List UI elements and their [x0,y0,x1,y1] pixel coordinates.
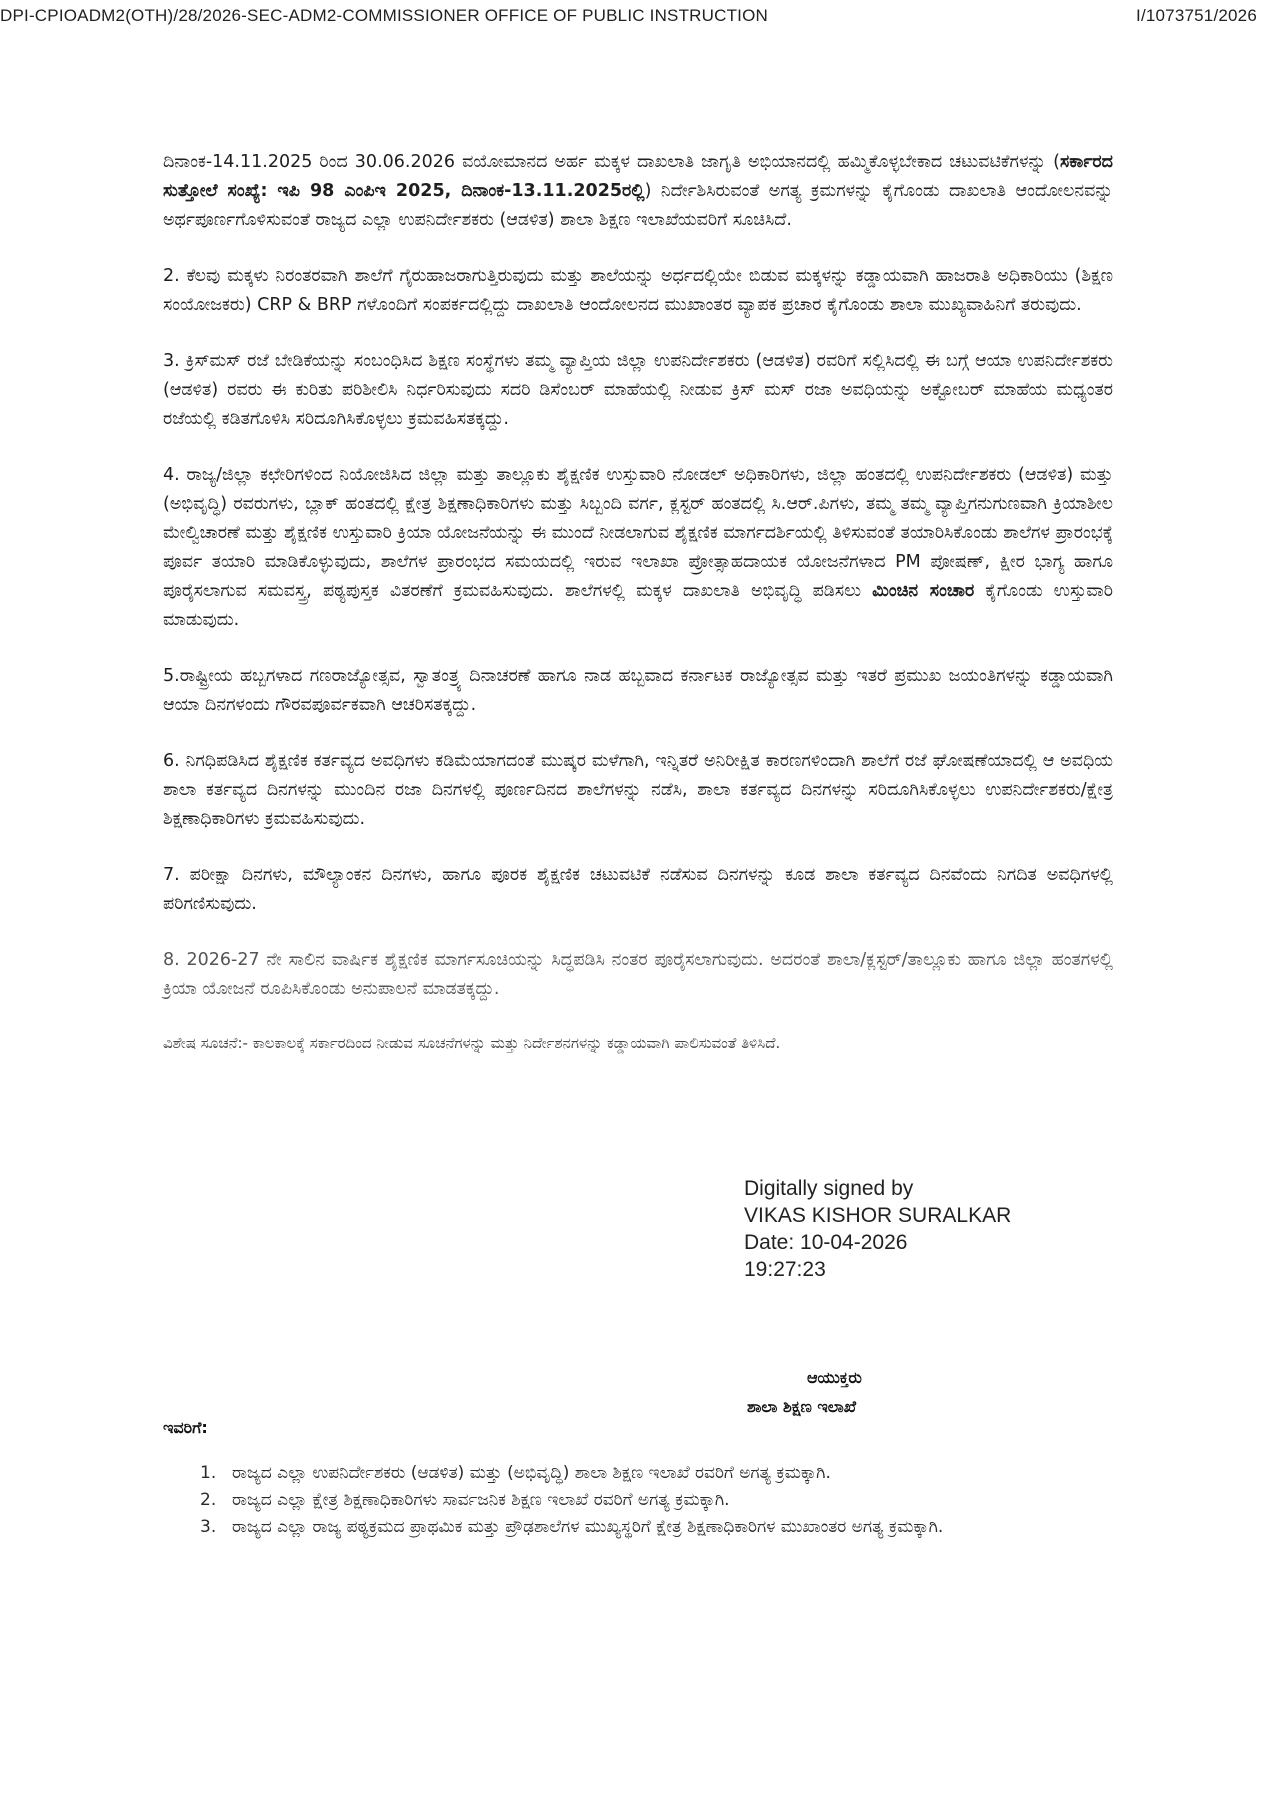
recipients-label: ಇವರಿಗೆ: [163,1418,208,1437]
list-item [200,1514,1080,1541]
signature-line-1: Digitally signed by [744,1177,914,1200]
paragraph-4-text-a: 4. ರಾಜ್ಯ/ಜಿಲ್ಲಾ ಕಛೇರಿಗಳಿಂದ ನಿಯೋಜಿಸಿದ ಜಿಲ್ಲಾ ಮತ್ತು ತಾಲ್ಲೂಕು ಶೈಕ್ಷಣಿಕ ಉಸ್ತುವಾರಿ ನೋಡಲ್ ಅಧಿಕಾರಿಗಳು, ಜಿಲ್ಲಾ ಹಂತದಲ್ಲಿ ಉಪನಿರ್ದೇಶಕರು (ಆಡಳಿತ) ಮತ್ತು (ಅಭಿವೃದ್ಧಿ) ರವರುಗಳು, ಬ್ಲಾಕ್ ಹಂತದಲ್ಲಿ ಕ್ಷೇತ್ರ ಶಿಕ್ಷಣಾಧಿಕಾರಿಗಳು ಮತ್ತು ಸಿಬ್ಬಂದಿ ವರ್ಗ, ಕ್ಲಸ್ಟರ್ ಹಂತದಲ್ಲಿ ಸಿ.ಆರ್.ಪಿಗಳು, ತಮ್ಮ ತಮ್ಮ ವ್ಯಾಪ್ತಿಗನುಗುಣವಾಗಿ ಕ್ರಿಯಾಶೀಲ ಮೇಲ್ವಿಚಾರಣೆ ಮತ್ತು ಶೈಕ್ಷಣಿಕ ಉಸ್ತುವಾರಿ ಕ್ರಿಯಾ ಯೋಜನೆಯನ್ನು ಈ ಮುಂದೆ ನೀಡಲಾಗುವ ಶೈಕ್ಷಣಿಕ ಮಾರ್ಗದರ್ಶಿಯಲ್ಲಿ ತಿಳಿಸುವಂತೆ ತಯಾರಿಸಿಕೊಂಡು ಶಾಲೆಗಳ ಪ್ರಾರಂಭಕ್ಕೆ ಪೂರ್ವ ತಯಾರಿ ಮಾಡಿಕೊಳ್ಳುವುದು, ಶಾಲೆಗಳ ಪ್ರಾರಂಭದ ಸಮಯದಲ್ಲಿ ಇರುವ ಇಲಾಖಾ ಪ್ರೋತ್ಸಾಹದಾಯಕ ಯೋಜನೆಗಳಾದ PM ಪೋಷಣ್, ಕ್ಷೀರ ಭಾಗ್ಯ ಹಾಗೂ ಪೂರೈಸಲಾಗುವ ಸಮವಸ್ತ್ರ, ಪಠ್ಯಪುಸ್ತಕ ವಿತರಣೆಗೆ ಕ್ರಮವಹಿಸುವುದು. ಶಾಲೆಗಳಲ್ಲಿ ಮಕ್ಕಳ ದಾಖಲಾತಿ ಅಭಿವೃದ್ಧಿ ಪಡಿಸಲು [163,465,1113,601]
circular-reference: ಸರ್ಕಾರದ ಸುತ್ತೋಲೆ ಸಂಖ್ಯೆ: ಇಪಿ 98 ಎಂಪಿಇ 2025, ದಿನಾಂಕ-13.11.2025ರಲ್ಲಿ [163,152,1113,201]
paragraph-2: 2. ಕೆಲವು ಮಕ್ಕಳು ನಿರಂತರವಾಗಿ ಶಾಲೆಗೆ ಗೈರುಹಾಜರಾಗುತ್ತಿರುವುದು ಮತ್ತು ಶಾಲೆಯನ್ನು ಅರ್ಧದಲ್ಲಿಯೇ ಬಿಡುವ ಮಕ್ಕಳನ್ನು ಕಡ್ಡಾಯವಾಗಿ ಹಾಜರಾತಿ ಅಧಿಕಾರಿಯು (ಶಿಕ್ಷಣ ಸಂಯೋಜಕರು) CRP & BRP ಗಳೊಂದಿಗೆ ಸಂಪರ್ಕದಲ್ಲಿದ್ದು ದಾಖಲಾತಿ ಆಂದೋಲನದ ಮುಖಾಂತರ ವ್ಯಾಪಕ ಪ್ರಚಾರ ಕೈಗೊಂಡು ಶಾಲಾ ಮುಖ್ಯವಾಹಿನಿಗೆ ತರುವುದು. [163,266,1113,315]
paragraph-3: 3. ಕ್ರಿಸ್‌ಮಸ್ ರಜೆ ಬೇಡಿಕೆಯನ್ನು ಸಂಬಂಧಿಸಿದ ಶಿಕ್ಷಣ ಸಂಸ್ಥೆಗಳು ತಮ್ಮ ವ್ಯಾಪ್ತಿಯ ಜಿಲ್ಲಾ ಉಪನಿರ್ದೇಶಕರು (ಆಡಳಿತ) ರವರಿಗೆ ಸಲ್ಲಿಸಿದಲ್ಲಿ ಈ ಬಗ್ಗೆ ಆಯಾ ಉಪನಿರ್ದೇಶಕರು (ಆಡಳಿತ) ರವರು ಈ ಕುರಿತು ಪರಿಶೀಲಿಸಿ ನಿರ್ಧರಿಸುವುದು ಸದರಿ ಡಿಸೆಂಬರ್ ಮಾಹೆಯಲ್ಲಿ ನೀಡುವ ಕ್ರಿಸ್ ಮಸ್ ರಜಾ ಅವಧಿಯನ್ನು ಅಕ್ಟೋಬರ್ ಮಾಹೆಯ ಮಧ್ಯಂತರ ರಜೆಯಲ್ಲಿ ಕಡಿತಗೊಳಿಸಿ ಸರಿದೂಗಿಸಿಕೊಳ್ಳಲು ಕ್ರಮವಹಿಸತಕ್ಕದ್ದು. [163,351,1113,429]
paragraph-5: 5.ರಾಷ್ಟ್ರೀಯ ಹಬ್ಬಗಳಾದ ಗಣರಾಜ್ಯೋತ್ಸವ, ಸ್ವಾತಂತ್ರ್ಯ ದಿನಾಚರಣೆ ಹಾಗೂ ನಾಡ ಹಬ್ಬವಾದ ಕರ್ನಾಟಕ ರಾಜ್ಯೋತ್ಸವ ಮತ್ತು ಇತರೆ ಪ್ರಮುಖ ಜಯಂತಿಗಳನ್ನು ಕಡ್ಡಾಯವಾಗಿ ಆಯಾ ದಿನಗಳಂದು ಗೌರವಪೂರ್ವಕವಾಗಿ ಆಚರಿಸತಕ್ಕದ್ದು. [163,666,1113,715]
paragraph-4-bold: ಮಿಂಚಿನ ಸಂಚಾರ [872,581,975,601]
paragraph-4 [163,461,1113,635]
list-number: 3. [200,1517,217,1537]
letter-body [163,148,1113,1055]
document-number: I/1073751/2026 [1136,6,1257,25]
list-text: ರಾಜ್ಯದ ಎಲ್ಲಾ ರಾಜ್ಯ ಪಠ್ಯಕ್ರಮದ ಪ್ರಾಥಮಿಕ ಮತ್ತು ಪ್ರೌಢಶಾಲೆಗಳ ಮುಖ್ಯಸ್ಥರಿಗೆ ಕ್ಷೇತ್ರ ಶಿಕ್ಷಣಾಧಿಕಾರಿಗಳ ಮುಖಾಂತರ ಅಗತ್ಯ ಕ್ರಮಕ್ಕಾಗಿ. [232,1517,944,1537]
paragraph-1 [163,148,1113,235]
signature-name: VIKAS KISHOR SURALKAR [744,1204,1012,1227]
list-number: 1. [200,1463,217,1483]
list-item [200,1460,1080,1487]
list-text: ರಾಜ್ಯದ ಎಲ್ಲಾ ಕ್ಷೇತ್ರ ಶಿಕ್ಷಣಾಧಿಕಾರಿಗಳು ಸಾರ್ವಜನಿಕ ಶಿಕ್ಷಣ ಇಲಾಖೆ ರವರಿಗೆ ಅಗತ್ಯ ಕ್ರಮಕ್ಕಾಗಿ. [232,1490,730,1510]
paragraph-1-text-b: ) ನಿರ್ದೇಶಿಸಿರುವಂತೆ ಅಗತ್ಯ ಕ್ರಮಗಳನ್ನು ಕೈಗೊಂಡು ದಾಖಲಾತಿ ಆಂದೋಲನವನ್ನು ಅರ್ಥಪೂರ್ಣಗೊಳಿಸುವಂತೆ ರಾಜ್ಯದ ಎಲ್ಲಾ ಉಪನಿರ್ದೇಶಕರು (ಆಡಳಿತ) ಶಾಲಾ ಶಿಕ್ಷಣ ಇಲಾಖೆಯವರಿಗೆ ಸೂಚಿಸಿದೆ. [163,181,1113,230]
list-text: ರಾಜ್ಯದ ಎಲ್ಲಾ ಉಪನಿರ್ದೇಶಕರು (ಆಡಳಿತ) ಮತ್ತು (ಅಭಿವೃದ್ಧಿ) ಶಾಲಾ ಶಿಕ್ಷಣ ಇಲಾಖೆ ರವರಿಗೆ ಅಗತ್ಯ ಕ್ರಮಕ್ಕಾಗಿ. [232,1463,831,1483]
paragraph-1-text-a: ದಿನಾಂಕ-14.11.2025 ರಿಂದ 30.06.2026 ವಯೋಮಾನದ ಅರ್ಹ ಮಕ್ಕಳ ದಾಖಲಾತಿ ಜಾಗೃತಿ ಅಭಿಯಾನದಲ್ಲಿ ಹಮ್ಮಿಕೊಳ್ಳಬೇಕಾದ ಚಟುವಟಿಕೆಗಳನ್ನು ( [163,152,1061,172]
signature-date: Date: 10-04-2026 [744,1231,908,1254]
paragraph-6: 6. ನಿಗಧಿಪಡಿಸಿದ ಶೈಕ್ಷಣಿಕ ಕರ್ತವ್ಯದ ಅವಧಿಗಳು ಕಡಿಮೆಯಾಗದಂತೆ ಮುಷ್ಕರ ಮಳೆಗಾಗಿ, ಇನ್ನಿತರೆ ಅನಿರೀಕ್ಷಿತ ಕಾರಣಗಳಿಂದಾಗಿ ಶಾಲೆಗೆ ರಜೆ ಘೋಷಣೆಯಾದಲ್ಲಿ ಆ ಅವಧಿಯ ಶಾಲಾ ಕರ್ತವ್ಯದ ದಿನಗಳನ್ನು ಮುಂದಿನ ರಜಾ ದಿನಗಳಲ್ಲಿ ಪೂರ್ಣದಿನದ ಶಾಲೆಗಳನ್ನು ನಡೆಸಿ, ಶಾಲಾ ಕರ್ತವ್ಯದ ದಿನಗಳನ್ನು ಸರಿದೂಗಿಸಿಕೊಳ್ಳಲು ಉಪನಿರ್ದೇಶಕರು/ಕ್ಷೇತ್ರ ಶಿಕ್ಷಣಾಧಿಕಾರಿಗಳು ಕ್ರಮವಹಿಸುವುದು. [163,751,1113,829]
special-note: ವಿಶೇಷ ಸೂಚನೆ:- ಕಾಲಕಾಲಕ್ಕೆ ಸರ್ಕಾರದಿಂದ ನೀಡುವ ಸೂಚನೆಗಳನ್ನು ಮತ್ತು ನಿರ್ದೇಶನಗಳನ್ನು ಕಡ್ಡಾಯವಾಗಿ ಪಾಲಿಸುವಂತೆ ತಿಳಿಸಿದೆ. [163,1034,781,1052]
paragraph-7: 7. ಪರೀಕ್ಷಾ ದಿನಗಳು, ಮೌಲ್ಯಾಂಕನ ದಿನಗಳು, ಹಾಗೂ ಪೂರಕ ಶೈಕ್ಷಣಿಕ ಚಟುವಟಿಕೆ ನಡೆಸುವ ದಿನಗಳನ್ನು ಕೂಡ ಶಾಲಾ ಕರ್ತವ್ಯದ ದಿನವೆಂದು ನಿಗದಿತ ಅವಧಿಗಳಲ್ಲಿ ಪರಿಗಣಿಸುವುದು. [163,865,1113,914]
recipients-list [200,1460,1080,1541]
signature-time: 19:27:23 [744,1258,826,1281]
paragraph-8: 8. 2026-27 ನೇ ಸಾಲಿನ ವಾರ್ಷಿಕ ಶೈಕ್ಷಣಿಕ ಮಾರ್ಗಸೂಚಿಯನ್ನು ಸಿದ್ಧಪಡಿಸಿ ನಂತರ ಪೂರೈಸಲಾಗುವುದು. ಅದರಂತೆ ಶಾಲಾ/ಕ್ಲಸ್ಟರ್/ತಾಲ್ಲೂಕು ಹಾಗೂ ಜಿಲ್ಲಾ ಹಂತಗಳಲ್ಲಿ ಕ್ರಿಯಾ ಯೋಜನೆ ರೂಪಿಸಿಕೊಂಡು ಅನುಪಾಲನೆ ಮಾಡತಕ್ಕದ್ದು. [163,950,1113,999]
office-department: ಶಾಲಾ ಶಿಕ್ಷಣ ಇಲಾಖೆ [747,1397,857,1416]
paragraph-4-text-b: ಕೈಗೊಂಡು ಉಸ್ತುವಾರಿ ಮಾಡುವುದು. [163,581,1114,630]
list-item [200,1487,1080,1514]
file-reference: DPI-CPIOADM2(OTH)/28/2026-SEC-ADM2-COMMISSIONER OFFICE OF PUBLIC INSTRUCTION [0,6,769,25]
list-number: 2. [200,1490,217,1510]
digital-signature [744,1175,1011,1283]
office-title: ಆಯುಕ್ತರು [807,1368,862,1387]
signatory-office [747,1363,862,1421]
